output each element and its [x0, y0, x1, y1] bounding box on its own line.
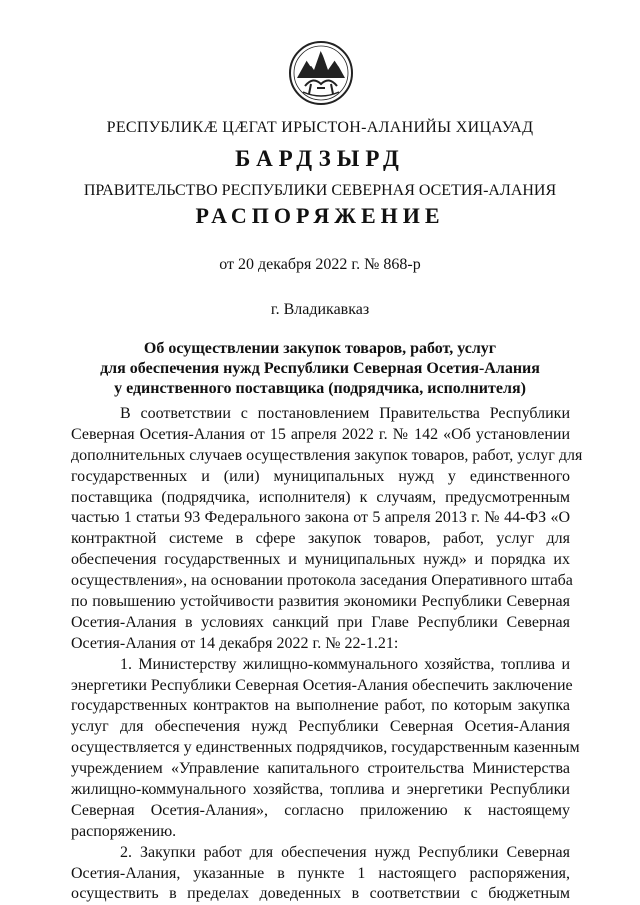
- document-title: [0, 339, 640, 399]
- ossetian-document-type: БАРДЗЫРД: [235, 146, 405, 171]
- title-line: для обеспечения нужд Республики Северная Осетия-Алания: [100, 360, 540, 377]
- body-line: контрактной системе в сфере закупок товаров, работ, услуг для: [71, 530, 570, 548]
- russian-document-type: РАСПОРЯЖЕНИЕ: [195, 203, 445, 228]
- russian-government-name: ПРАВИТЕЛЬСТВО РЕСПУБЛИКИ СЕВЕРНАЯ ОСЕТИЯ-АЛАНИЯ: [83, 182, 557, 199]
- body-line: жилищно-коммунального хозяйства, топлива и энергетики Республики: [71, 781, 570, 799]
- document-date-number: от 20 декабря 2022 г. № 868-р: [219, 256, 421, 273]
- body-line: Осетия-Алания в условиях санкций при Главе Республики Северная: [71, 613, 570, 631]
- body-line: осуществляется у единственных подрядчиков, государственным казенным: [71, 739, 580, 757]
- body-line: Осетия-Алания, указанные в пункте 1 настоящего распоряжения,: [71, 864, 570, 882]
- coat-of-arms-emblem: [287, 40, 355, 106]
- body-line: энергетики Республики Северная Осетия-Алания обеспечить заключение: [71, 676, 573, 694]
- body-line: по повышению устойчивости развития экономики Республики Северная: [71, 593, 570, 611]
- ossetian-government-name: РЕСПУБЛИКӔ ЦӔГАТ ИРЫСТОН-АЛАНИЙЫ ХИЦАУАД: [106, 119, 534, 136]
- body-line: осуществить в пределах доведенных в соответствии с бюджетным: [71, 885, 570, 903]
- body-line: государственных контрактов на выполнение работ, по которым закупка: [71, 697, 570, 715]
- body-line: Осетия-Алания от 14 декабря 2022 г. № 22-1.21:: [71, 634, 399, 652]
- document-city: г. Владикавказ: [270, 301, 370, 318]
- title-line: у единственного поставщика (подрядчика, исполнителя): [114, 380, 526, 397]
- body-line: частью 1 статьи 93 Федерального закона от 5 апреля 2013 г. № 44-ФЗ «О: [71, 509, 570, 527]
- title-line: Об осуществлении закупок товаров, работ, услуг: [143, 340, 497, 357]
- body-line: осуществления», на основании протокола заседания Оперативного штаба: [71, 572, 573, 590]
- body-line: Северная Осетия-Алания от 15 апреля 2022 г. № 142 «Об установлении: [71, 425, 570, 443]
- body-line: 2. Закупки работ для обеспечения нужд Республики Северная: [120, 843, 570, 861]
- body-line: услуг для обеспечения нужд Республики Северная Осетия-Алания: [71, 718, 570, 736]
- body-line: государственных и (или) муниципальных нужд у единственного: [71, 467, 570, 485]
- body-line: обеспечения государственных и муниципальных нужд» и порядка их: [71, 551, 570, 569]
- body-line: В соответствии с постановлением Правительства Республики: [120, 405, 570, 422]
- body-line: 1. Министерству жилищно-коммунального хозяйства, топлива и: [120, 655, 570, 673]
- body-line: поставщика (подрядчика, исполнителя) к случаям, предусмотренным: [71, 488, 570, 506]
- document-body: [71, 404, 583, 905]
- body-line: распоряжению.: [71, 822, 177, 840]
- body-line: учреждением «Управление капитального строительства Министерства: [71, 760, 570, 778]
- body-line: дополнительных случаев осуществления закупок товаров, работ, услуг для: [71, 446, 583, 464]
- body-line: Северная Осетия-Алания», согласно приложению к настоящему: [71, 801, 570, 819]
